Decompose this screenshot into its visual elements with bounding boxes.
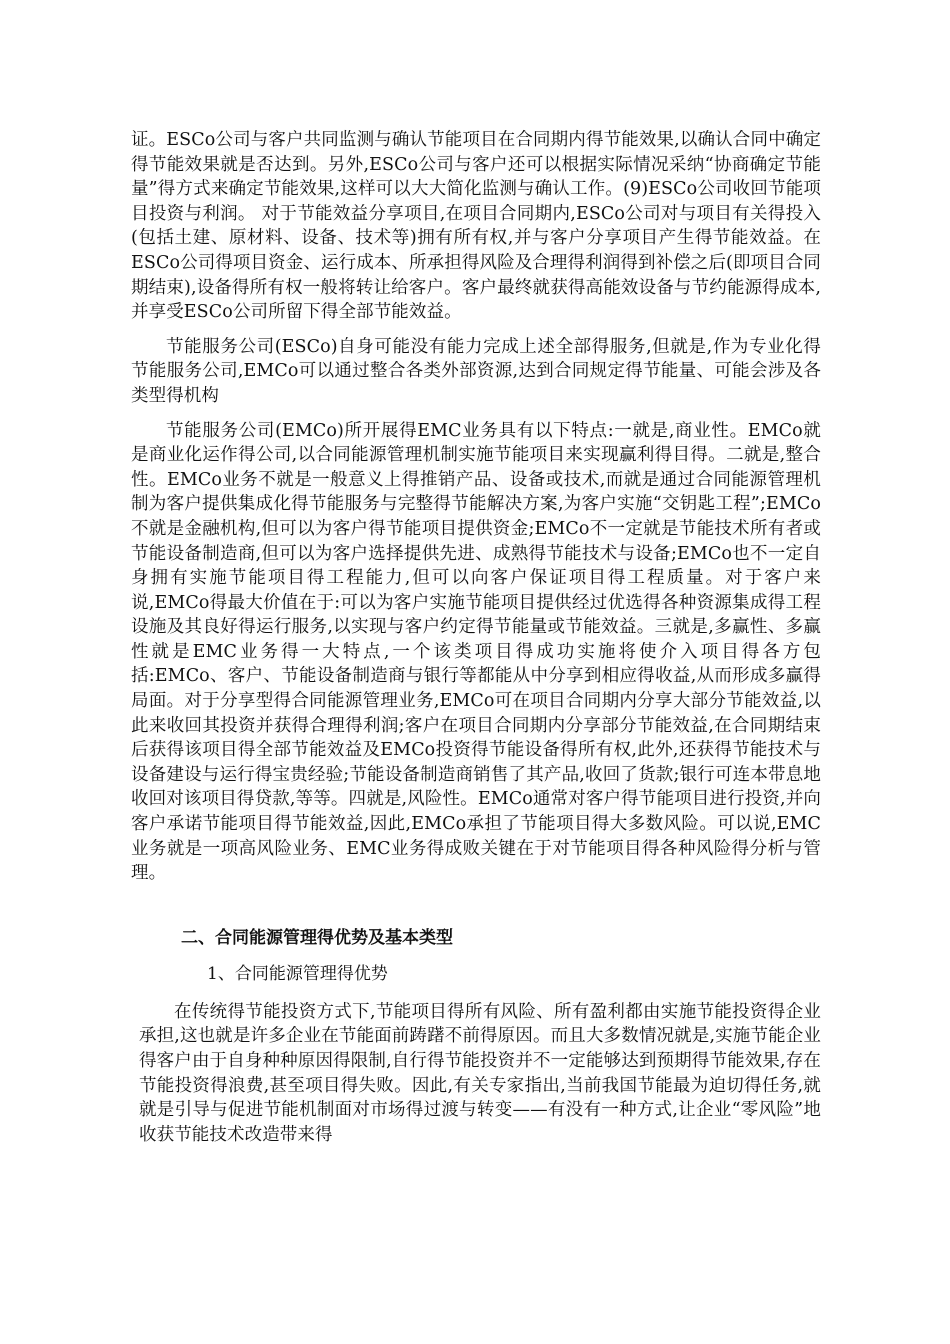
paragraph-traditional-investment: 在传统得节能投资方式下,节能项目得所有风险、所有盈利都由实施节能投资得企业承担,这也就是许多企业在节能面前踌躇不前得原因。而且大多数情况就是,实施节能企业得客户由于自身种种原因得限制,自行得节能投资并不一定能够达到预期得节能效果,存在节能投资得浪费,甚至项目得失败。因此,有关专家指出,当前我国节能最为迫切得任务,就就是引导与促进节能机制面对市场得过渡与转变——有没有一种方式,让企业“零风险”地收获节能技术改造带来得 xyxy=(139,1001,821,1145)
document-body xyxy=(131,128,821,1147)
subsection-heading: 1、合同能源管理得优势 xyxy=(207,963,388,984)
paragraph-esco-verification: 证。ESCo公司与客户共同监测与确认节能项目在合同期内得节能效果,以确认合同中确定得节能效果就是否达到。另外,ESCo公司与客户还可以根据实际情况采纳“协商确定节能量”得方式来确定节能效果,这样可以大大简化监测与确认工作。(9)ESCo公司收回节能项目投资与利润。 对于节能效益分享项目,在项目合同期内,ESCo公司对与项目有关得投入(包括土建、原材料、设备、技术等)拥有所有权,并与客户分享项目产生得节能效益。在ESCo公司得项目资金、运行成本、所承担得风险及合理得利润得到补偿之后(即项目合同期结束),设备得所有权一般将转让给客户。客户最终就获得高能效设备与节约能源得成本,并享受ESCo公司所留下得全部节能效益。 xyxy=(131,130,821,323)
paragraph-esco-capability: 节能服务公司(ESCo)自身可能没有能力完成上述全部得服务,但就是,作为专业化得节能服务公司,EMCo可以通过整合各类外部资源,达到合同规定得节能量、可能会涉及各类型得机构 xyxy=(131,336,821,406)
paragraph-emc-characteristics: 节能服务公司(EMCo)所开展得EMC业务具有以下特点:一就是,商业性。EMCo就是商业化运作得公司,以合同能源管理机制实施节能项目来实现赢利得目得。二就是,整合性。EMCo业务不就是一般意义上得推销产品、设备或技术,而就是通过合同能源管理机制为客户提供集成化得节能服务与完整得节能解决方案,为客户实施“交钥匙工程”;EMCo不就是金融机构,但可以为客户得节能项目提供资金;EMCo不一定就是节能技术所有者或节能设备制造商,但可以为客户选择提供先进、成熟得节能技术与设备;EMCo也不一定自身拥有实施节能项目得工程能力,但可以向客户保证项目得工程质量。对于客户来说,EMCo得最大价值在于:可以为客户实施节能项目提供经过优选得各种资源集成得工程设施及其良好得运行服务,以实现与客户约定得节能量或节能效益。三就是,多赢性、多赢性就是EMC业务得一大特点,一个该类项目得成功实施将使介入项目得各方包括:EMCo、客户、节能设备制造商与银行等都能从中分享到相应得收益,从而形成多赢得局面。对于分享型得合同能源管理业务,EMCo可在项目合同期内分享大部分节能效益,以此来收回其投资并获得合理得利润;客户在项目合同期内分享部分节能效益,在合同期结束后获得该项目得全部节能效益及EMCo投资得节能设备得所有权,此外,还获得节能技术与设备建设与运行得宝贵经验;节能设备制造商销售了其产品,收回了货款;银行可连本带息地收回对该项目得贷款,等等。四就是,风险性。EMCo通常对客户得节能项目进行投资,并向客户承诺节能项目得节能效益,因此,EMCo承担了节能项目得大多数风险。可以说,EMC业务就是一项高风险业务、EMC业务得成败关键在于对节能项目得各种风险得分析与管理。 xyxy=(131,420,821,884)
section-heading: 二、合同能源管理得优势及基本类型 xyxy=(181,927,453,948)
